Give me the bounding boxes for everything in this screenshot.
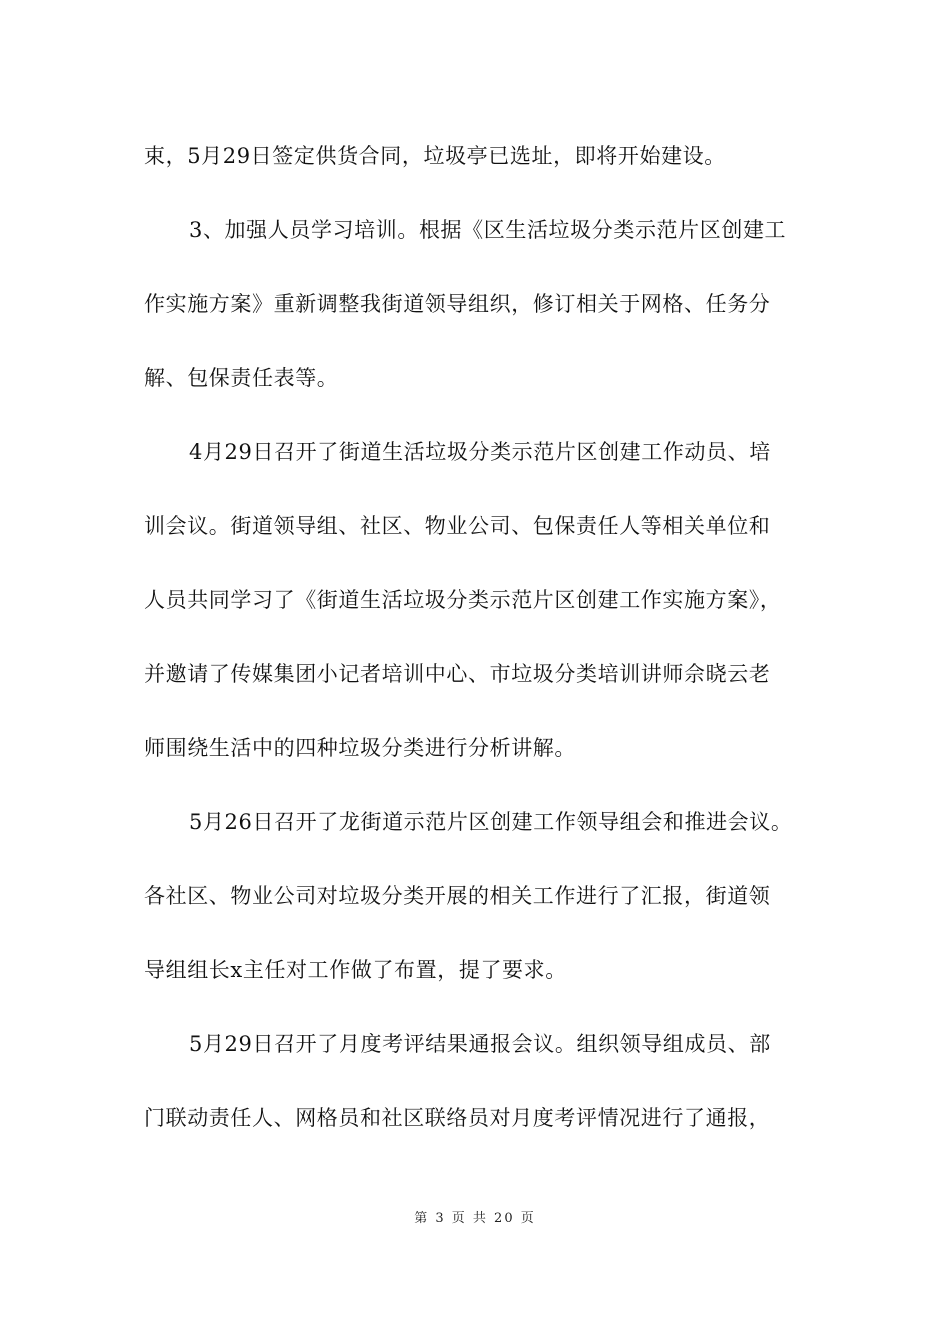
text-line: 并邀请了传媒集团小记者培训中心、市垃圾分类培训讲师佘晓云老 [144, 662, 771, 686]
text-line: 师围绕生活中的四种垃圾分类进行分析讲解。 [144, 736, 576, 760]
text-line: 束，5月29日签定供货合同，垃圾亭已选址，即将开始建设。 [144, 144, 726, 168]
text-line: 门联动责任人、网格员和社区联络员对月度考评情况进行了通报， [144, 1106, 771, 1130]
text-line: 各社区、物业公司对垃圾分类开展的相关工作进行了汇报，街道领 [144, 884, 771, 908]
text-line: 解、包保责任表等。 [144, 366, 339, 390]
paragraph-start-line: 5月26日召开了龙街道示范片区创建工作领导组会和推进会议。 [189, 810, 793, 834]
text-line: 训会议。街道领导组、社区、物业公司、包保责任人等相关单位和 [144, 514, 771, 538]
page-number: 第 3 页 共 20 页 [414, 1211, 536, 1226]
paragraph-start-line: 5月29日召开了月度考评结果通报会议。组织领导组成员、部 [189, 1032, 771, 1056]
paragraph-start-line: 4月29日召开了街道生活垃圾分类示范片区创建工作动员、培 [189, 440, 771, 464]
text-line: 作实施方案》重新调整我街道领导组织，修订相关于网格、任务分 [144, 292, 771, 316]
paragraph-start-line: 3、加强人员学习培训。根据《区生活垃圾分类示范片区创建工 [189, 218, 787, 242]
text-line: 人员共同学习了《街道生活垃圾分类示范片区创建工作实施方案》， [144, 588, 782, 612]
text-line: 导组组长x主任对工作做了布置，提了要求。 [144, 958, 567, 982]
